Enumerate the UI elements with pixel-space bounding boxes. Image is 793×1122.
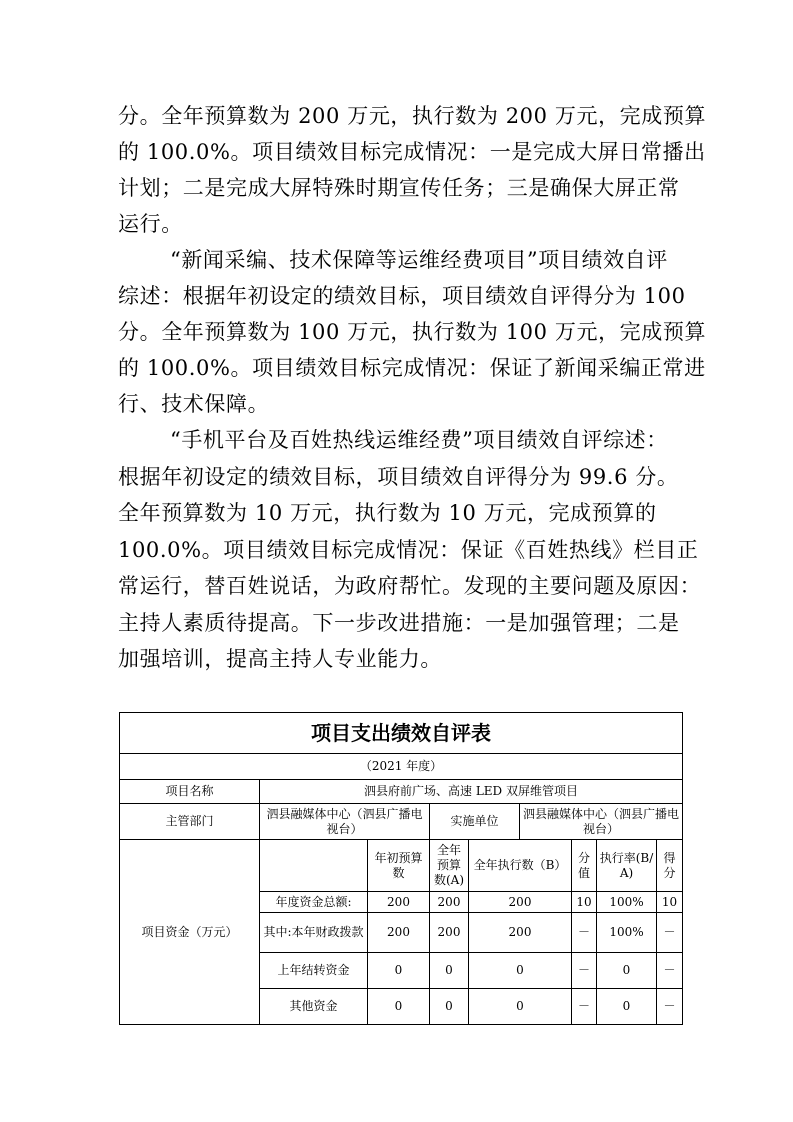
row-executed: 0 [469,989,572,1025]
row-annual: 200 [430,913,469,953]
table-title: 项目支出绩效自评表 [120,713,683,754]
row-score: － [657,953,683,989]
row-value: 10 [572,892,597,913]
header-executed: 全年执行数（B） [469,840,572,892]
row-annual: 0 [430,989,469,1025]
header-initial-budget: 年初预算数 [368,840,430,892]
row-value: － [572,989,597,1025]
row-value: － [572,913,597,953]
row-initial: 0 [368,989,430,1025]
funds-label: 项目资金（万元） [120,840,260,1025]
header-score: 得分 [657,840,683,892]
row-executed: 200 [469,913,572,953]
row-rate: 0 [597,953,657,989]
text-line: 的 100.0%。项目绩效目标完成情况：保证了新闻采编正常进 [118,356,706,380]
header-annual-budget: 全年预算数(A) [430,840,469,892]
dept-label: 主管部门 [120,804,260,840]
text-line: 综述：根据年初设定的绩效目标，项目绩效自评得分为 100 [118,284,686,308]
row-executed: 0 [469,953,572,989]
header-exec-rate: 执行率(B/A) [597,840,657,892]
text-line: 运行。 [118,212,183,236]
text-line: “新闻采编、技术保障等运维经费项目”项目绩效自评 [170,248,668,272]
header-blank [260,840,368,892]
row-score: 10 [657,892,683,913]
header-score-value: 分值 [572,840,597,892]
row-rate: 100% [597,913,657,953]
row-annual: 200 [430,892,469,913]
project-name: 泗县府前广场、高速 LED 双屏维管项目 [260,780,683,804]
row-initial: 0 [368,953,430,989]
row-label: 年度资金总额: [260,892,368,913]
text-line: 100.0%。项目绩效目标完成情况：保证《百姓热线》栏目正 [118,538,699,562]
text-line: 主持人素质待提高。下一步改进措施：一是加强管理；二是 [118,611,680,635]
row-rate: 100% [597,892,657,913]
text-line: “手机平台及百姓热线运维经费”项目绩效自评综述： [170,428,668,452]
text-line: 计划；二是完成大屏特殊时期宣传任务；三是确保大屏正常 [118,176,680,200]
row-label: 其他资金 [260,989,368,1025]
text-line: 加强培训，提高主持人专业能力。 [118,647,442,671]
impl-value: 泗县融媒体中心（泗县广播电视台） [520,804,683,840]
performance-table [119,712,683,1025]
text-line: 的 100.0%。项目绩效目标完成情况：一是完成大屏日常播出 [118,140,706,164]
dept-value: 泗县融媒体中心（泗县广播电视台） [260,804,430,840]
row-initial: 200 [368,892,430,913]
row-initial: 200 [368,913,430,953]
row-score: － [657,913,683,953]
text-line: 全年预算数为 10 万元，执行数为 10 万元，完成预算的 [118,501,657,525]
row-annual: 0 [430,953,469,989]
text-line: 常运行，替百姓说话，为政府帮忙。发现的主要问题及原因： [118,574,702,598]
project-name-label: 项目名称 [120,780,260,804]
text-line: 根据年初设定的绩效目标，项目绩效自评得分为 99.6 分。 [118,465,679,489]
row-rate: 0 [597,989,657,1025]
row-score: － [657,989,683,1025]
row-label: 其中:本年财政拨款 [260,913,368,953]
row-executed: 200 [469,892,572,913]
table-year: （2021 年度） [120,754,683,780]
row-label: 上年结转资金 [260,953,368,989]
text-line: 分。全年预算数为 200 万元，执行数为 200 万元，完成预算 [118,104,707,128]
impl-label: 实施单位 [430,804,520,840]
row-value: － [572,953,597,989]
text-line: 行、技术保障。 [118,392,270,416]
text-line: 分。全年预算数为 100 万元，执行数为 100 万元，完成预算 [118,320,707,344]
